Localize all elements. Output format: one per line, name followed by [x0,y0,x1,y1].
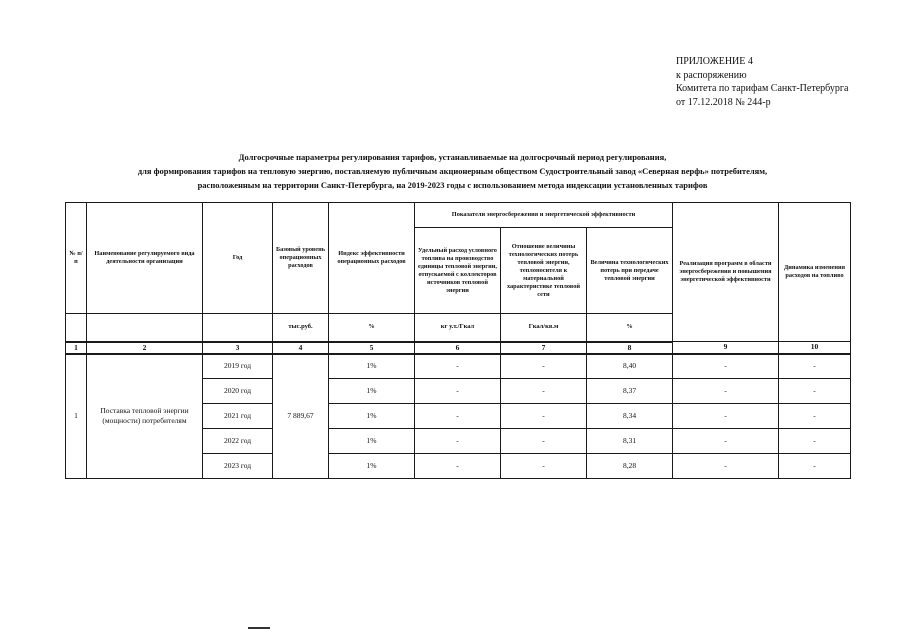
header-efficiency-index: Индекс эффективности операционных расходов [329,203,415,314]
cell-year: 2022 год [203,429,273,454]
header-program: Реализация программ в области энергосбережения и повышения энергетической эффективности [673,203,779,342]
header-specific-fuel: Удельный расход условного топлива на производство единицы тепловой энергии, отпускаемой с коллекторов источников тепловой энергии [415,228,501,314]
header-activity: Наименование регулируемого вида деятельности организации [87,203,203,314]
unit-efficiency-index: % [329,314,415,342]
unit-specific-fuel: кг у.т./Гкал [415,314,501,342]
cell-specific-fuel: - [415,429,501,454]
title-line-1: Долгосрочные параметры регулирования тарифов, устанавливаемые на долгосрочный период регулирования, [238,152,667,162]
cell-year: 2019 год [203,354,273,379]
cell-tech-losses: 8,40 [587,354,673,379]
column-number: 1 [66,342,87,354]
column-number: 3 [203,342,273,354]
header-year: Год [203,203,273,314]
unit-year-empty [203,314,273,342]
cell-program: - [673,354,779,379]
cell-specific-fuel: - [415,354,501,379]
cell-fuel-dynamics: - [779,454,851,479]
cell-efficiency-index: 1% [329,354,415,379]
column-number: 7 [501,342,587,354]
cell-tech-losses: 8,37 [587,379,673,404]
cell-efficiency-index: 1% [329,429,415,454]
unit-num-empty [66,314,87,342]
cell-year: 2021 год [203,404,273,429]
cell-loss-ratio: - [501,429,587,454]
cell-program: - [673,429,779,454]
cell-fuel-dynamics: - [779,379,851,404]
cell-year: 2023 год [203,454,273,479]
cell-fuel-dynamics: - [779,429,851,454]
cell-efficiency-index: 1% [329,379,415,404]
cell-loss-ratio: - [501,454,587,479]
entry-base-level: 7 889,67 [273,354,329,479]
cell-loss-ratio: - [501,379,587,404]
unit-tech-losses: % [587,314,673,342]
column-number: 9 [673,342,779,354]
cell-specific-fuel: - [415,404,501,429]
cell-specific-fuel: - [415,454,501,479]
page-footer-dash [248,627,270,629]
entry-num: 1 [66,354,87,479]
column-number: 4 [273,342,329,354]
unit-base-level: тыс.руб. [273,314,329,342]
cell-program: - [673,379,779,404]
appendix-committee: Комитета по тарифам Санкт-Петербурга [676,83,849,94]
cell-tech-losses: 8,31 [587,429,673,454]
entry-activity: Поставка тепловой энергии (мощности) потребителям [87,354,203,479]
appendix-date: от 17.12.2018 № 244-р [676,96,771,108]
header-num: № п/п [66,203,87,314]
title-line-3: расположенным на территории Санкт-Петербурга, на 2019-2023 годы с использованием метода индексации установленных тарифов [197,180,708,190]
header-tech-losses: Величина технологических потерь при передаче тепловой энергии [587,228,673,314]
cell-loss-ratio: - [501,404,587,429]
header-loss-ratio: Отношение величины технологических потерь тепловой энергии, теплоносителя к материальной характеристике тепловой сети [501,228,587,314]
title-line-2: для формирования тарифов на тепловую энергию, поставляемую публичным акционерным обществом Судостроительный завод «Северная верфь» потребителям, [137,166,768,176]
table-row [66,354,851,379]
document-title [60,150,845,192]
parameters-table [65,202,851,479]
cell-fuel-dynamics: - [779,354,851,379]
cell-tech-losses: 8,34 [587,404,673,429]
cell-tech-losses: 8,28 [587,454,673,479]
cell-year: 2020 год [203,379,273,404]
unit-activity-empty [87,314,203,342]
appendix-ref: к распоряжению [676,69,747,81]
cell-fuel-dynamics: - [779,404,851,429]
cell-efficiency-index: 1% [329,404,415,429]
column-number: 2 [87,342,203,354]
column-number: 10 [779,342,851,354]
unit-loss-ratio: Гкал/кв.м [501,314,587,342]
column-number-row [66,342,851,354]
column-number: 5 [329,342,415,354]
header-energy-group: Показатели энергосбережения и энергетической эффективности [415,203,673,228]
cell-program: - [673,454,779,479]
header-base-level: Базовый уровень операционных расходов [273,203,329,314]
appendix-block [676,55,848,109]
header-fuel-dynamics: Динамика изменения расходов на топливо [779,203,851,342]
cell-program: - [673,404,779,429]
appendix-title: ПРИЛОЖЕНИЕ 4 [676,56,753,67]
cell-efficiency-index: 1% [329,454,415,479]
column-number: 8 [587,342,673,354]
cell-specific-fuel: - [415,379,501,404]
column-number: 6 [415,342,501,354]
cell-loss-ratio: - [501,354,587,379]
